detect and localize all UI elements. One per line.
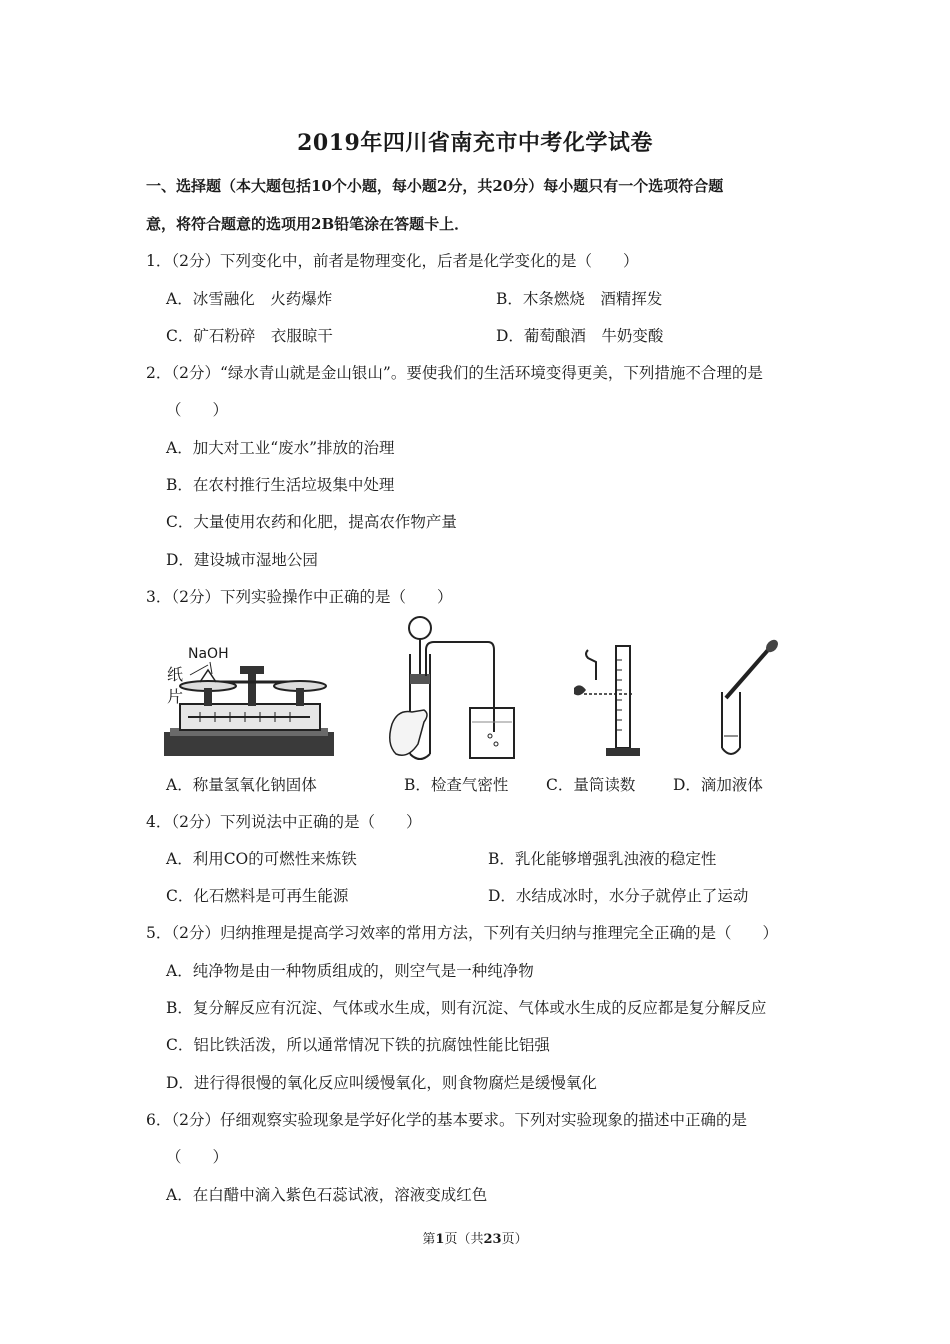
paper-label-2: 片	[167, 687, 184, 706]
question-4-stem: 4．（2分）下列说法中正确的是（ ）	[146, 813, 422, 831]
naoh-label: NaOH	[188, 646, 229, 662]
question-2-option-a: A．加大对工业“废水”排放的治理	[166, 439, 395, 457]
question-5-stem: 5．（2分）归纳推理是提高学习效率的常用方法，下列有关归纳与推理完全正确的是（ ）	[146, 924, 778, 942]
question-5-option-b: B．复分解反应有沉淀、气体或水生成，则有沉淀、气体或水生成的反应都是复分解反应	[166, 999, 767, 1017]
question-5-option-a: A．纯净物是由一种物质组成的，则空气是一种纯净物	[166, 962, 534, 980]
question-1-option-d: D．葡萄酿酒 牛奶变酸	[496, 327, 664, 345]
page-footer	[0, 1228, 950, 1247]
question-4-option-a: A．利用CO的可燃性来炼铁	[166, 850, 357, 868]
question-2-option-b: B．在农村推行生活垃圾集中处理	[166, 476, 395, 494]
question-3-option-c: C．量筒读数	[546, 776, 636, 794]
section-heading-line2: 意，将符合题意的选项用2B铅笔涂在答题卡上．	[146, 215, 470, 233]
footer-suffix: 页）	[501, 1232, 528, 1247]
question-2-stem: 2．（2分）“绿水青山就是金山银山”。要使我们的生活环境变得更美，下列措施不合理的是	[146, 364, 763, 382]
question-2-option-c: C．大量使用农药和化肥，提高农作物产量	[166, 513, 457, 531]
footer-mid: 页（共	[444, 1232, 484, 1247]
question-3-option-b: B．检查气密性	[404, 776, 509, 794]
question-5-option-d: D．进行得很慢的氧化反应叫缓慢氧化，则食物腐烂是缓慢氧化	[166, 1074, 597, 1092]
question-2-option-d: D．建设城市湿地公园	[166, 551, 318, 569]
question-3-stem: 3．（2分）下列实验操作中正确的是（ ）	[146, 588, 453, 606]
graduated-cylinder-figure	[566, 640, 656, 762]
footer-total-pages: 23	[483, 1232, 502, 1247]
question-1-stem: 1．（2分）下列变化中，前者是物理变化，后者是化学变化的是（ ）	[146, 252, 639, 270]
question-1-option-c: C．矿石粉碎 衣服晾干	[166, 327, 333, 345]
question-6-stem: 6．（2分）仔细观察实验现象是学好化学的基本要求。下列对实验现象的描述中正确的是	[146, 1111, 747, 1129]
question-1-option-b: B．木条燃烧 酒精挥发	[496, 290, 663, 308]
footer-prefix: 第	[422, 1232, 436, 1247]
question-6-stem-bracket: （ ）	[166, 1148, 229, 1166]
question-4-option-c: C．化石燃料是可再生能源	[166, 887, 349, 905]
question-3-option-d: D．滴加液体	[673, 776, 763, 794]
question-6-option-a: A．在白醋中滴入紫色石蕊试液，溶液变成红色	[166, 1186, 488, 1204]
question-3-option-a: A．称量氢氧化钠固体	[166, 776, 317, 794]
question-5-option-c: C．铝比铁活泼，所以通常情况下铁的抗腐蚀性能比铝强	[166, 1036, 550, 1054]
question-2-stem-bracket: （ ）	[166, 401, 229, 419]
paper-label-1: 纸	[167, 665, 184, 684]
page-title: 2019年四川省南充市中考化学试卷	[297, 130, 653, 156]
balance-scale-figure	[160, 642, 340, 762]
question-4-option-d: D．水结成冰时，水分子就停止了运动	[488, 887, 749, 905]
section-heading-line1: 一、选择题（本大题包括10个小题，每小题2分，共20分）每小题只有一个选项符合题	[146, 177, 724, 195]
dropper-figure	[712, 636, 792, 764]
footer-page-number: 1	[435, 1232, 445, 1247]
question-4-option-b: B．乳化能够增强乳浊液的稳定性	[488, 850, 717, 868]
airtightness-check-figure	[378, 614, 518, 764]
question-1-option-a: A．冰雪融化 火药爆炸	[166, 290, 333, 308]
